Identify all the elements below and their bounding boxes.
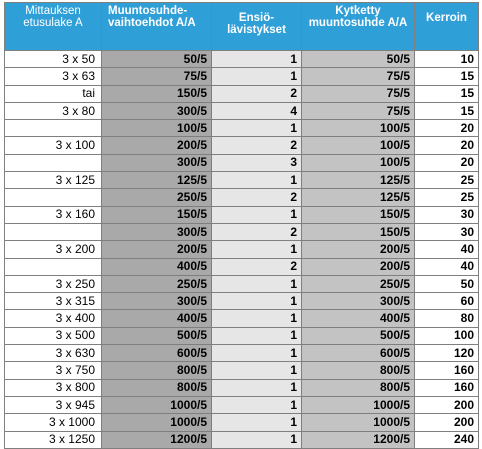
cell-connected-ratio: 1000/5 (302, 396, 415, 413)
cell-fuse-current: tai (5, 85, 102, 102)
cell-multiplier: 15 (415, 68, 479, 85)
cell-fuse-current (5, 189, 102, 206)
cell-multiplier: 20 (415, 154, 479, 171)
cell-fuse-current (5, 154, 102, 171)
cell-primary-turns: 3 (212, 154, 302, 171)
cell-multiplier: 25 (415, 172, 479, 189)
cell-connected-ratio: 400/5 (302, 310, 415, 327)
cell-multiplier: 50 (415, 275, 479, 292)
cell-primary-turns: 1 (212, 431, 302, 448)
cell-multiplier: 200 (415, 414, 479, 431)
ct-ratio-table (4, 2, 479, 449)
cell-fuse-current: 3 x 125 (5, 172, 102, 189)
cell-ratio-option: 600/5 (102, 345, 212, 362)
cell-fuse-current (5, 223, 102, 240)
cell-primary-turns: 1 (212, 293, 302, 310)
ct-ratio-table-container (4, 2, 478, 449)
cell-connected-ratio: 1000/5 (302, 414, 415, 431)
cell-primary-turns: 1 (212, 345, 302, 362)
cell-connected-ratio: 800/5 (302, 379, 415, 396)
table-row (5, 68, 479, 85)
header-ratio-options (102, 3, 212, 51)
cell-ratio-option: 300/5 (102, 102, 212, 119)
table-row (5, 189, 479, 206)
cell-primary-turns: 2 (212, 223, 302, 240)
cell-primary-turns: 2 (212, 189, 302, 206)
cell-connected-ratio: 600/5 (302, 345, 415, 362)
cell-multiplier: 20 (415, 120, 479, 137)
cell-multiplier: 20 (415, 137, 479, 154)
cell-fuse-current: 3 x 63 (5, 68, 102, 85)
cell-primary-turns: 1 (212, 172, 302, 189)
cell-multiplier: 160 (415, 379, 479, 396)
cell-primary-turns: 2 (212, 137, 302, 154)
cell-ratio-option: 300/5 (102, 293, 212, 310)
cell-ratio-option: 300/5 (102, 223, 212, 240)
cell-primary-turns: 1 (212, 379, 302, 396)
cell-connected-ratio: 125/5 (302, 189, 415, 206)
cell-multiplier: 60 (415, 293, 479, 310)
cell-fuse-current: 3 x 50 (5, 51, 102, 68)
table-row (5, 120, 479, 137)
cell-ratio-option: 150/5 (102, 206, 212, 223)
cell-connected-ratio: 200/5 (302, 258, 415, 275)
cell-multiplier: 160 (415, 362, 479, 379)
table-row (5, 137, 479, 154)
cell-connected-ratio: 75/5 (302, 68, 415, 85)
header-primary-turns (212, 3, 302, 51)
table-row (5, 172, 479, 189)
header-connected-ratio (302, 3, 415, 51)
cell-multiplier: 30 (415, 223, 479, 240)
table-header-row (5, 3, 479, 51)
cell-ratio-option: 500/5 (102, 327, 212, 344)
cell-ratio-option: 150/5 (102, 85, 212, 102)
cell-multiplier: 240 (415, 431, 479, 448)
cell-primary-turns: 1 (212, 275, 302, 292)
cell-primary-turns: 1 (212, 362, 302, 379)
cell-connected-ratio: 100/5 (302, 154, 415, 171)
header-connected-ratio-label: Kytketty muuntosuhde A/A (308, 5, 408, 29)
cell-fuse-current: 3 x 400 (5, 310, 102, 327)
cell-multiplier: 30 (415, 206, 479, 223)
cell-connected-ratio: 150/5 (302, 223, 415, 240)
table-row (5, 241, 479, 258)
cell-connected-ratio: 100/5 (302, 137, 415, 154)
table-body (5, 51, 479, 449)
cell-connected-ratio: 200/5 (302, 241, 415, 258)
cell-ratio-option: 1200/5 (102, 431, 212, 448)
cell-multiplier: 120 (415, 345, 479, 362)
table-row (5, 102, 479, 119)
cell-fuse-current: 3 x 160 (5, 206, 102, 223)
table-row (5, 362, 479, 379)
cell-multiplier: 100 (415, 327, 479, 344)
header-fuse-current (5, 3, 102, 51)
cell-fuse-current: 3 x 750 (5, 362, 102, 379)
cell-fuse-current: 3 x 250 (5, 275, 102, 292)
cell-ratio-option: 200/5 (102, 137, 212, 154)
cell-primary-turns: 1 (212, 120, 302, 137)
cell-primary-turns: 4 (212, 102, 302, 119)
cell-primary-turns: 1 (212, 51, 302, 68)
cell-fuse-current (5, 258, 102, 275)
cell-ratio-option: 300/5 (102, 154, 212, 171)
cell-fuse-current: 3 x 1000 (5, 414, 102, 431)
cell-ratio-option: 400/5 (102, 258, 212, 275)
cell-connected-ratio: 1200/5 (302, 431, 415, 448)
cell-fuse-current: 3 x 500 (5, 327, 102, 344)
header-primary-turns-label: Ensiö-lävistykset (227, 12, 286, 36)
cell-multiplier: 80 (415, 310, 479, 327)
cell-connected-ratio: 250/5 (302, 275, 415, 292)
cell-ratio-option: 250/5 (102, 189, 212, 206)
cell-multiplier: 15 (415, 102, 479, 119)
cell-fuse-current: 3 x 630 (5, 345, 102, 362)
cell-connected-ratio: 500/5 (302, 327, 415, 344)
header-multiplier-label: Kerroin (426, 12, 467, 24)
cell-primary-turns: 1 (212, 396, 302, 413)
table-row (5, 258, 479, 275)
cell-primary-turns: 1 (212, 327, 302, 344)
table-row (5, 379, 479, 396)
cell-connected-ratio: 75/5 (302, 85, 415, 102)
cell-fuse-current: 3 x 800 (5, 379, 102, 396)
header-fuse-current-label: Mittauksen etusulake A (23, 5, 83, 29)
cell-ratio-option: 75/5 (102, 68, 212, 85)
header-ratio-options-label: Muuntosuhde-vaihtoehdot A/A (108, 5, 196, 29)
cell-connected-ratio: 800/5 (302, 362, 415, 379)
table-row (5, 345, 479, 362)
cell-primary-turns: 2 (212, 85, 302, 102)
cell-multiplier: 10 (415, 51, 479, 68)
cell-ratio-option: 250/5 (102, 275, 212, 292)
cell-multiplier: 200 (415, 396, 479, 413)
cell-multiplier: 25 (415, 189, 479, 206)
cell-primary-turns: 1 (212, 414, 302, 431)
cell-primary-turns: 1 (212, 206, 302, 223)
table-row (5, 396, 479, 413)
cell-primary-turns: 1 (212, 241, 302, 258)
table-row (5, 206, 479, 223)
table-row (5, 275, 479, 292)
cell-connected-ratio: 75/5 (302, 102, 415, 119)
table-row (5, 414, 479, 431)
cell-connected-ratio: 50/5 (302, 51, 415, 68)
cell-fuse-current: 3 x 80 (5, 102, 102, 119)
cell-fuse-current: 3 x 315 (5, 293, 102, 310)
cell-connected-ratio: 100/5 (302, 120, 415, 137)
cell-ratio-option: 125/5 (102, 172, 212, 189)
cell-fuse-current: 3 x 200 (5, 241, 102, 258)
cell-multiplier: 15 (415, 85, 479, 102)
table-row (5, 51, 479, 68)
cell-fuse-current: 3 x 945 (5, 396, 102, 413)
cell-fuse-current: 3 x 100 (5, 137, 102, 154)
table-row (5, 293, 479, 310)
cell-fuse-current: 3 x 1250 (5, 431, 102, 448)
cell-connected-ratio: 125/5 (302, 172, 415, 189)
cell-ratio-option: 1000/5 (102, 396, 212, 413)
cell-ratio-option: 50/5 (102, 51, 212, 68)
cell-connected-ratio: 300/5 (302, 293, 415, 310)
cell-ratio-option: 1000/5 (102, 414, 212, 431)
cell-connected-ratio: 150/5 (302, 206, 415, 223)
cell-ratio-option: 800/5 (102, 362, 212, 379)
cell-multiplier: 40 (415, 241, 479, 258)
cell-ratio-option: 400/5 (102, 310, 212, 327)
cell-primary-turns: 2 (212, 258, 302, 275)
table-row (5, 85, 479, 102)
header-multiplier (415, 3, 479, 51)
table-row (5, 431, 479, 448)
table-row (5, 154, 479, 171)
cell-primary-turns: 1 (212, 68, 302, 85)
cell-fuse-current (5, 120, 102, 137)
cell-ratio-option: 200/5 (102, 241, 212, 258)
cell-primary-turns: 1 (212, 310, 302, 327)
table-row (5, 223, 479, 240)
cell-multiplier: 40 (415, 258, 479, 275)
cell-ratio-option: 800/5 (102, 379, 212, 396)
table-row (5, 327, 479, 344)
table-row (5, 310, 479, 327)
cell-ratio-option: 100/5 (102, 120, 212, 137)
